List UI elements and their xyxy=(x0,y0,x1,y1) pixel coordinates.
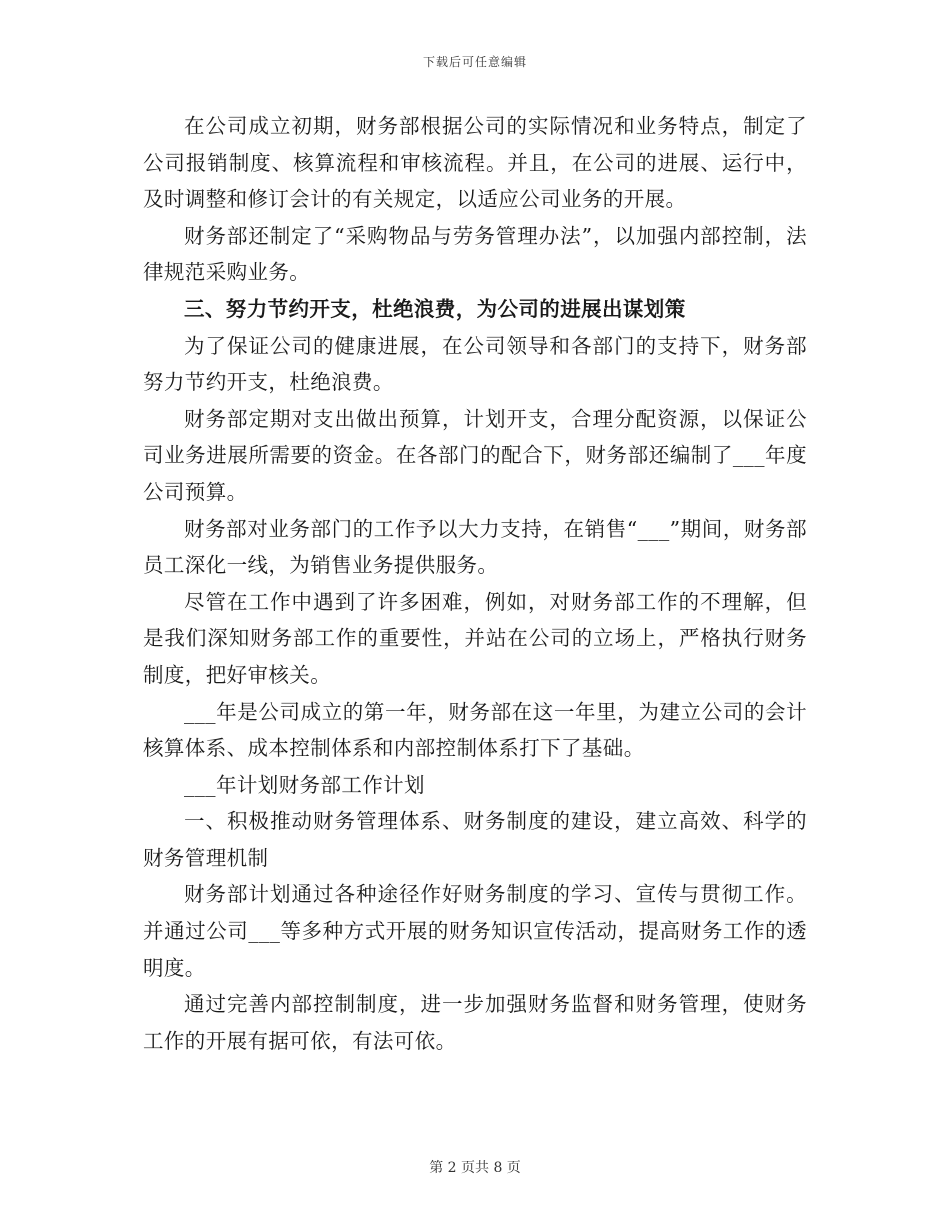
paragraph: ___年是公司成立的第一年，财务部在这一年里，为建立公司的会计核算体系、成本控制体系和内部控制体系打下了基础。 xyxy=(143,699,807,761)
page-header: 下载后可任意编辑 xyxy=(422,55,527,69)
paragraph: 财务部定期对支出做出预算，计划开支，合理分配资源，以保证公司业务进展所需要的资金。在各部门的配合下，财务部还编制了___年度公司预算。 xyxy=(143,406,807,504)
document-body xyxy=(143,108,807,1059)
paragraph: 财务部对业务部门的工作予以大力支持，在销售“___”期间，财务部员工深化一线，为销售业务提供服务。 xyxy=(143,516,807,578)
paragraph: 为了保证公司的健康进展，在公司领导和各部门的支持下，财务部努力节约开支，杜绝浪费。 xyxy=(143,333,807,395)
paragraph: 财务部计划通过各种途径作好财务制度的学习、宣传与贯彻工作。并通过公司___等多种方式开展的财务知识宣传活动，提高财务工作的透明度。 xyxy=(143,882,807,980)
section-heading: 三、努力节约开支，杜绝浪费，为公司的进展出谋划策 xyxy=(184,296,686,321)
paragraph: 在公司成立初期，财务部根据公司的实际情况和业务特点，制定了公司报销制度、核算流程和审核流程。并且，在公司的进展、运行中，及时调整和修订会计的有关规定，以适应公司业务的开展。 xyxy=(143,114,807,212)
plan-title: ___年计划财务部工作计划 xyxy=(184,772,425,797)
page-number: 第 2 页共 8 页 xyxy=(429,1160,521,1176)
paragraph: 通过完善内部控制制度，进一步加强财务监督和财务管理，使财务工作的开展有据可依，有法可依。 xyxy=(143,992,807,1053)
plan-item-heading: 一、积极推动财务管理体系、财务制度的建设，建立高效、科学的财务管理机制 xyxy=(143,809,807,870)
paragraph: 尽管在工作中遇到了许多困难，例如，对财务部工作的不理解，但是我们深知财务部工作的重要性，并站在公司的立场上，严格执行财务制度，把好审核关。 xyxy=(143,589,807,687)
paragraph: 财务部还制定了“采购物品与劳务管理办法”，以加强内部控制，法律规范采购业务。 xyxy=(143,223,807,285)
